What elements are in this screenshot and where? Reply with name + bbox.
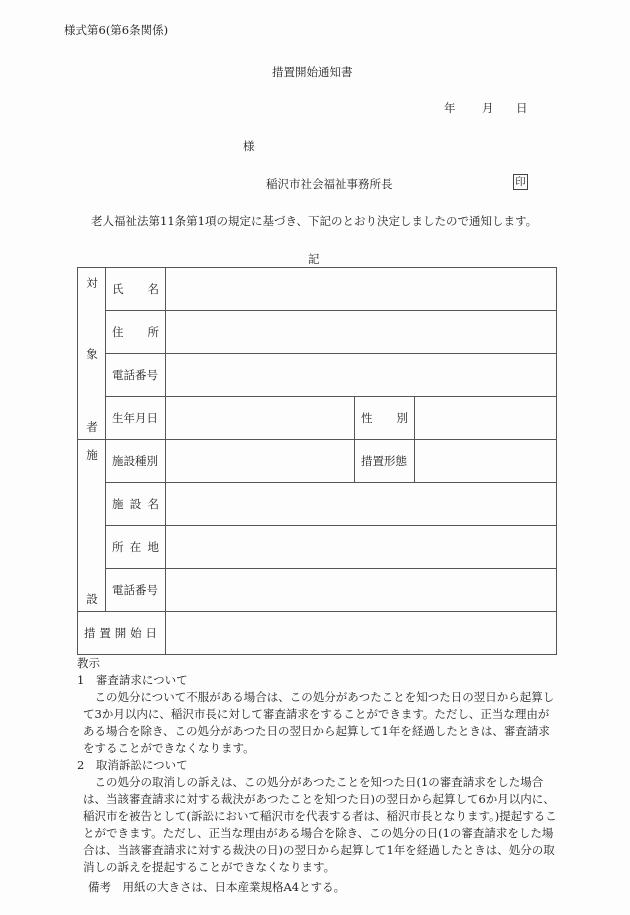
label-char: 別 xyxy=(396,411,408,425)
notes-item2-body: この処分の取消しの訴えは、この処分があつたことを知つた日(1の審査請求をした場合は、当該審査請求に対する裁決があつたことを知つた日)の翌日から起算して6か月以内に、稲沢市を被告として(訴訟において稲沢市を代表する者は、稲沢市長となります。)提起することができます。ただし、正当な理由がある場合を除き、この処分の日(1の審査請求をした場合は、当該審査請求に対する裁決の日)の翌日から起算して1年を経過したときは、処分の取消しの訴えを提起することができなくなります。 xyxy=(83,775,557,874)
form-label: 様式第6(第6条関係) xyxy=(64,23,169,37)
label-name xyxy=(106,268,166,311)
group-facility-char: 施 xyxy=(86,448,98,462)
addressee-suffix: 様 xyxy=(243,139,255,153)
seal-mark: 印 xyxy=(513,174,528,190)
field-facility-type[interactable] xyxy=(166,440,355,483)
label-char: 措 xyxy=(84,626,96,640)
notes-remark: 備考 用紙の大きさは、日本産業規格A4とする。 xyxy=(88,880,346,894)
label-measure-type: 措置形態 xyxy=(355,440,415,483)
table-row xyxy=(78,268,557,311)
field-facility-phone[interactable] xyxy=(166,569,557,612)
label-facility-phone: 電話番号 xyxy=(106,569,166,612)
label-char: 名 xyxy=(147,282,159,296)
table-row xyxy=(78,483,557,526)
label-facility-type: 施設種別 xyxy=(106,440,166,483)
field-birthdate[interactable] xyxy=(166,397,355,440)
group-subject-char: 対 xyxy=(86,276,98,290)
notice-table xyxy=(77,267,557,655)
field-phone[interactable] xyxy=(166,354,557,397)
label-char: 名 xyxy=(147,497,159,511)
field-start-date[interactable] xyxy=(166,612,557,655)
group-subject-char: 象 xyxy=(86,347,98,361)
label-sex xyxy=(355,397,415,440)
label-char: 始 xyxy=(130,626,142,640)
notes-heading: 教示 xyxy=(77,656,100,670)
field-location[interactable] xyxy=(166,526,557,569)
label-char: 施 xyxy=(112,497,124,511)
date-year-label: 年 xyxy=(444,101,456,115)
label-facility-name xyxy=(106,483,166,526)
field-address[interactable] xyxy=(166,311,557,354)
label-char: 設 xyxy=(129,497,142,511)
date-month-label: 月 xyxy=(482,101,494,115)
label-char: 地 xyxy=(147,540,159,554)
group-subject-char: 者 xyxy=(86,420,98,434)
field-measure-type[interactable] xyxy=(415,440,557,483)
table-row xyxy=(78,397,557,440)
intro-text: 老人福祉法第11条第1項の規定に基づき、下記のとおり決定しましたので通知します。 xyxy=(91,214,538,228)
ki-label: 記 xyxy=(308,252,320,266)
table-row xyxy=(78,526,557,569)
table-row xyxy=(78,440,557,483)
notes-item1-title: 1 審査請求について xyxy=(77,673,188,687)
field-sex[interactable] xyxy=(415,397,557,440)
label-start-date xyxy=(78,612,166,655)
group-subject xyxy=(78,268,106,440)
label-phone: 電話番号 xyxy=(106,354,166,397)
document-title: 措置開始通知書 xyxy=(272,65,353,79)
table-row xyxy=(78,354,557,397)
label-char: 日 xyxy=(145,626,157,640)
label-address xyxy=(106,311,166,354)
group-facility-char: 設 xyxy=(86,592,98,606)
label-char: 所 xyxy=(147,325,159,339)
table-row xyxy=(78,311,557,354)
label-char: 開 xyxy=(114,626,127,640)
label-char: 氏 xyxy=(112,282,124,296)
label-char: 置 xyxy=(99,626,111,640)
label-char: 性 xyxy=(361,411,373,425)
group-facility xyxy=(78,440,106,612)
label-char: 在 xyxy=(129,540,142,554)
issuer-name: 稲沢市社会福祉事務所長 xyxy=(266,177,393,191)
table-row xyxy=(78,612,557,655)
label-location xyxy=(106,526,166,569)
label-birthdate: 生年月日 xyxy=(106,397,166,440)
notes-item2-title: 2 取消訴訟について xyxy=(77,758,188,772)
table-row xyxy=(78,569,557,612)
label-char: 住 xyxy=(112,325,124,339)
field-name[interactable] xyxy=(166,268,557,311)
date-day-label: 日 xyxy=(516,101,528,115)
notes-item1-body: この処分について不服がある場合は、この処分があつたことを知つた日の翌日から起算して3か月以内に、稲沢市長に対して審査請求をすることができます。ただし、正当な理由がある場合を除き、この処分があつた日の翌日から起算して1年を経過したときは、審査請求をすることができなくなります。 xyxy=(83,690,555,755)
label-char: 所 xyxy=(112,540,124,554)
field-facility-name[interactable] xyxy=(166,483,557,526)
